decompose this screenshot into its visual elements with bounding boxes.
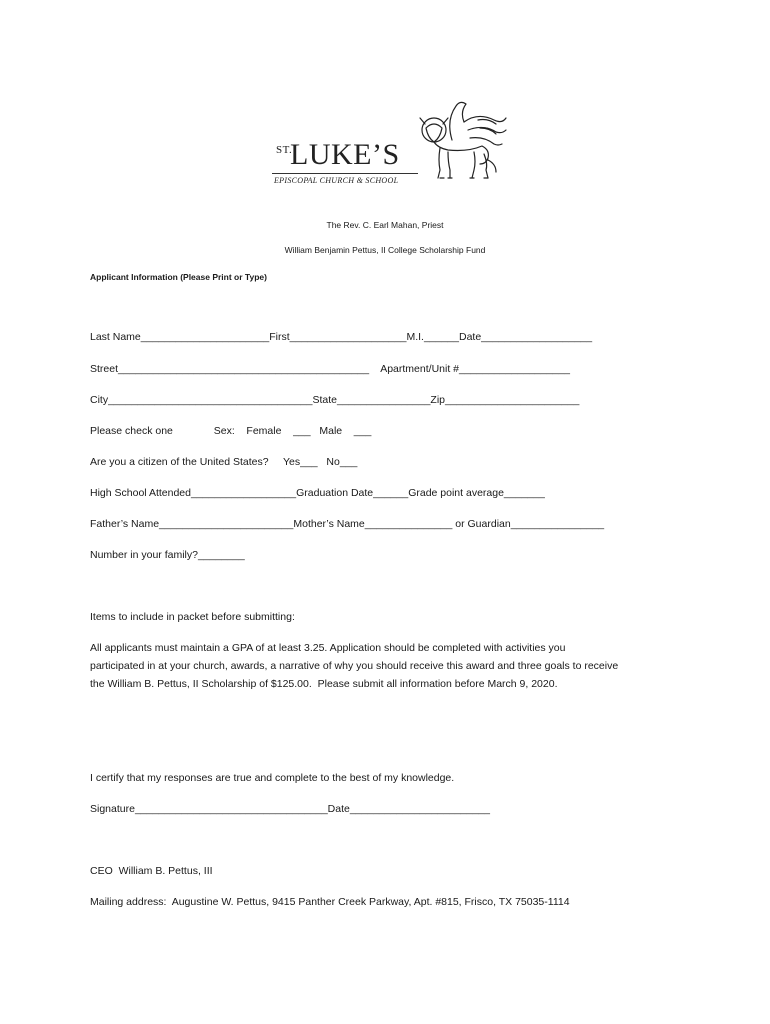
parents-field-line[interactable]: Father’s Name_______________________Mother’s Name_______________ or Guardian________________ [90,518,605,530]
signature-field-line[interactable]: Signature_________________________________Date________________________ [90,803,490,815]
fund-title: William Benjamin Pettus, II College Scholarship Fund [284,245,486,255]
section-title: Applicant Information (Please Print or Type) [90,272,267,282]
paragraph-line: participated in at your church, awards, a narrative of why you should receive this award and three goals to receive [90,660,619,672]
mailing-address: Mailing address: Augustine W. Pettus, 9415 Panther Creek Parkway, Apt. #815, Frisco, TX 75035-1114 [90,896,570,908]
logo-st: ST. [276,144,293,156]
logo-rule [272,173,418,174]
paragraph-line: the William B. Pettus, II Scholarship of $125.00. Please submit all information before March 9, 2020. [90,678,558,690]
sex-check-line[interactable]: Please check one Sex: Female ___ Male ___ [90,425,372,437]
name-field-line[interactable]: Last Name______________________First____________________M.I.______Date___________________ [90,331,593,343]
paragraph-line: All applicants must maintain a GPA of at least 3.25. Application should be completed with activities you [90,642,566,654]
citizen-check-line[interactable]: Are you a citizen of the United States? Yes___ No___ [90,456,358,468]
ceo-line: CEO William B. Pettus, III [90,865,213,877]
priest-line: The Rev. C. Earl Mahan, Priest [326,220,444,230]
school-field-line[interactable]: High School Attended__________________Graduation Date______Grade point average_______ [90,487,545,499]
street-field-line[interactable]: Street___________________________________________ Apartment/Unit #___________________ [90,363,570,375]
certify-statement: I certify that my responses are true and complete to the best of my knowledge. [90,772,455,784]
church-logo [268,100,508,192]
winged-ox-icon [418,100,508,192]
city-field-line[interactable]: City___________________________________State________________Zip_______________________ [90,394,580,406]
logo-subtitle: EPISCOPAL CHURCH & SCHOOL [274,176,399,185]
logo-name: LUKE’S [290,138,400,171]
items-heading: Items to include in packet before submitting: [90,611,295,623]
family-field-line[interactable]: Number in your family?________ [90,549,245,561]
